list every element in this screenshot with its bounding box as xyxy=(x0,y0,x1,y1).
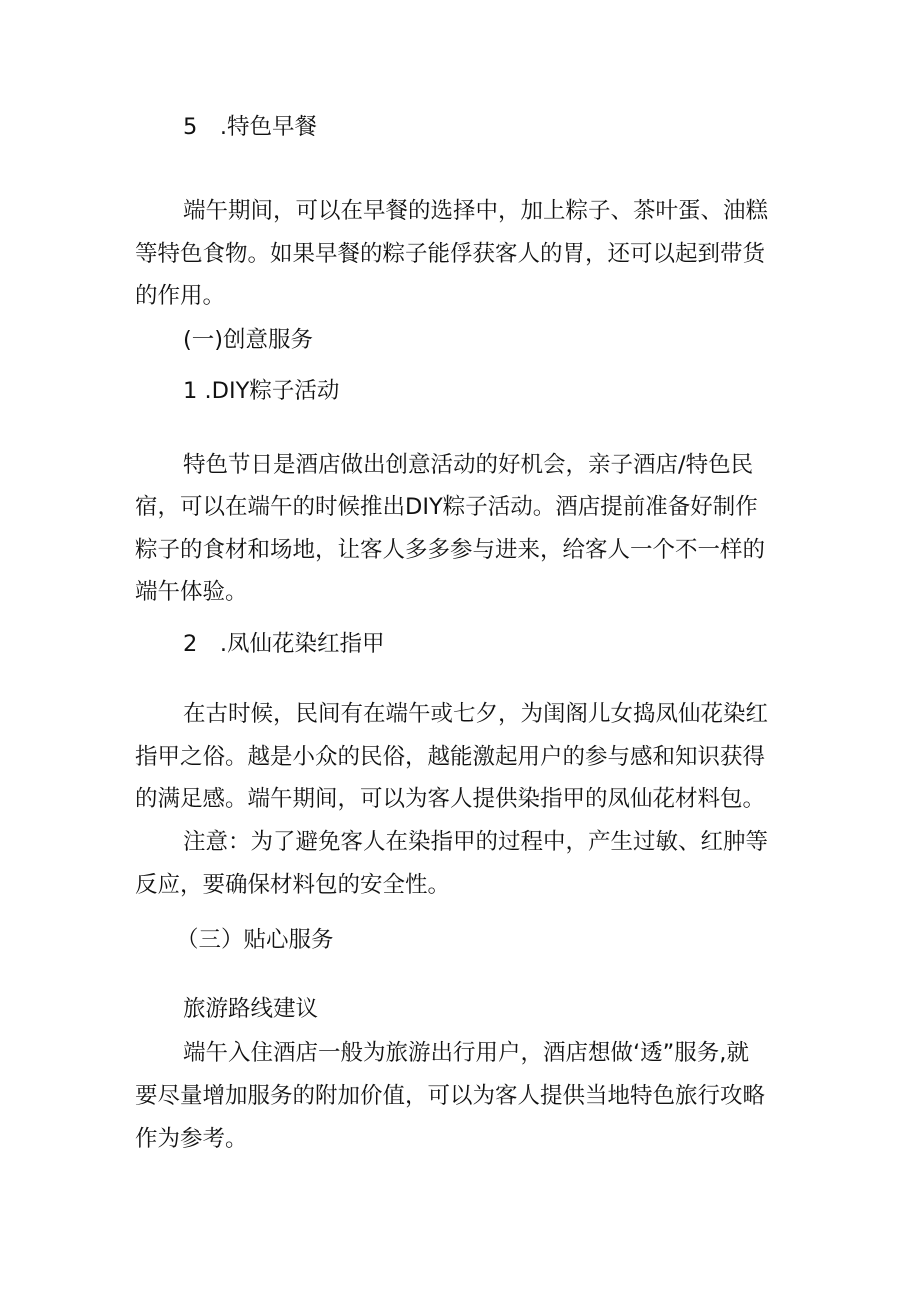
subheading-nails: 2 .凤仙花染红指甲 xyxy=(183,631,385,657)
note-line: 注意：为了避免客人在染指甲的过程中，产生过敏、红肿等 xyxy=(183,829,769,855)
section-heading-creative: (一)创意服务 xyxy=(183,327,314,353)
paragraph-line: 端午体验。 xyxy=(135,579,248,605)
paragraph-line: 粽子的食材和场地，让客人多多参与进来，给客人一个不一样的 xyxy=(135,537,766,563)
paragraph-line: 在古时候，民间有在端午或七夕，为闺阁儿女捣凤仙花染红 xyxy=(183,701,769,727)
subheading-diy: 1 .DIY粽子活动 xyxy=(183,378,340,404)
paragraph-line: 端午期间，可以在早餐的选择中，加上粽子、茶叶蛋、油糕 xyxy=(183,198,769,224)
paragraph-line: 要尽量增加服务的附加价值，可以为客人提供当地特色旅行攻略 xyxy=(135,1083,766,1109)
note-line: 反应，要确保材料包的安全性。 xyxy=(135,872,451,898)
section-heading-care: （三）贴心服务 xyxy=(176,927,334,953)
paragraph-line: 端午入住酒店一般为旅游出行用户，酒店想做‘透”服务,就 xyxy=(183,1040,749,1066)
section-heading-breakfast: 5 .特色早餐 xyxy=(183,114,317,140)
paragraph-line: 等特色食物。如果早餐的粽子能俘获客人的胃，还可以起到带货 xyxy=(135,241,766,267)
paragraph-line: 宿，可以在端午的时候推出DIY粽子活动。酒店提前准备好制作 xyxy=(135,494,758,520)
paragraph-line: 特色节日是酒店做出创意活动的好机会，亲子酒店/特色民 xyxy=(183,452,754,478)
paragraph-line: 指甲之俗。越是小众的民俗，越能激起用户的参与感和知识获得 xyxy=(135,744,766,770)
subheading-travel: 旅游路线建议 xyxy=(183,996,319,1022)
paragraph-line: 的作用。 xyxy=(135,283,226,309)
paragraph-line: 的满足感。端午期间，可以为客人提供染指甲的凤仙花材料包。 xyxy=(135,786,766,812)
paragraph-line: 作为参考。 xyxy=(135,1126,248,1152)
